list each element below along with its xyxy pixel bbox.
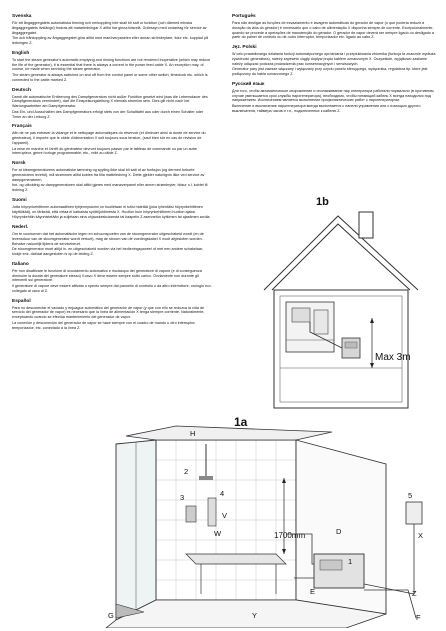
callout-x: X bbox=[418, 531, 424, 540]
language-section bbox=[232, 14, 436, 40]
height-1700-label: 1700mm bbox=[274, 531, 306, 540]
section-paragraph: För att ångaggregatets automatiska timning och nerkoppling inte skall bli satt ur funktion (och därmed minska ångaggregatets livslängd) fordras att matarledningar X alltid har ginna tidsrelä. Gränssyn med undantag för service av ångaggregatet. bbox=[12, 21, 207, 35]
section-paragraph: Inn- og utkobling av dampgeneratoren skal alltid gjøres med manøverpanel eller annen strømbryter, tidsur o.l. koblet til ledning Z. bbox=[12, 183, 208, 192]
language-section bbox=[12, 262, 212, 294]
section-heading: Deutsch bbox=[12, 87, 31, 93]
language-section bbox=[12, 14, 212, 46]
callout-v: V bbox=[222, 511, 228, 520]
section-heading: Русский язык bbox=[232, 81, 265, 87]
language-section bbox=[232, 45, 436, 77]
callout-z: Z bbox=[412, 589, 417, 598]
section-paragraph: To start the steam generator's automatic emptying and rinsing functions are not rendered inoperative (which may reduce the life of the generator), it is essential that there is always a current in the power feed cable X. An exception may, of course, be made when servicing the steam generator. bbox=[12, 57, 211, 72]
section-paragraph: Для того, чтобы автоматическое опорожнение и ополаскивание пар огенератора работали нормально (в противном случае уменьшается срок службы парогенератора), необходимо, чтобы питающий кабель X всегда находился под напряжением. Исключением является выполнение профилактических работ с парогенератором. bbox=[232, 88, 434, 103]
callout-w: W bbox=[214, 529, 222, 538]
language-section bbox=[232, 82, 436, 114]
section-paragraph: De stoomgenerator moet altijd in- en uitgeschakeld worden via het bedieningspaneel of met een andere schakelaar, klokje enz. dat/dat aangesloten is op de leiding Z. bbox=[12, 247, 204, 256]
section-paragraph: Afin de ne pas entraver la vidange et le nettoyage automatiques du réservoir (et diminuer ainsi la durée de service du générateur), il importe que le câble d'alimentation X soit toujours sous tension, (sauf bien sûr en cas de révision de l'appareil). bbox=[12, 131, 206, 145]
callout-h: H bbox=[190, 429, 196, 438]
section-paragraph: Damit die automatische Entleerung des Dampfgenerators nicht außer Funktion gesetzt wird (was die Lebensdauer des Dampfgenerators vermindert), darf die Einspeisungsleitung X niemals stromlos sein. Dies gilt nicht nach bei Wartungsarbeiten am Dampfgenerator. bbox=[12, 94, 208, 108]
language-section bbox=[12, 198, 212, 220]
figure-1b-diagram bbox=[258, 192, 428, 414]
callout-1: 1 bbox=[348, 557, 353, 566]
section-heading: Français bbox=[12, 124, 32, 130]
section-heading: Italiano bbox=[12, 261, 29, 267]
section-heading: Nederl. bbox=[12, 225, 29, 230]
section-paragraph: Para não desligar as funções de esvaziamento e lavagem automáticas do gerador de vapor (o que poderia reduzir a duração da vida do gerador) é necessário que o cabo de alimentação X disponha sempre de corrente. Excepcionalmente, quando se procede a operações de manutenção do gerador. O gerador de vapor deverá ser sempre ligado ou desligado a partir do painel de controlo ou de outro interruptor, temporizador etc. ligado ao cabo Z. bbox=[232, 21, 434, 40]
section-paragraph: Включение и выключение парогенератора всегда выполняется с панели управления или с помощью другого выключателя, таймера часов и т.п., подключенных к кабелю Z. bbox=[232, 104, 421, 113]
section-paragraph: Om te voorkomen dat het automatische legen en schoonspoelen van de stoomgenerator uitgeschakeld wordt (en de levensduur van de stoomgenerator wordt verkort), mag de stroom van de voedingskabel X nooit afgesloten worden. Behalve natuurlijk tijdens de servicebeurt. bbox=[12, 232, 204, 246]
section-paragraph: Generator pary jest zawsze włączany i wyłączany przy użyciu panelu sterującego, wyłącznika, regulatora itp. które jest podłączony do kabla oznaczonego Z. bbox=[232, 67, 428, 76]
section-heading: Español bbox=[12, 298, 31, 304]
section-heading: English bbox=[12, 50, 30, 56]
language-section bbox=[12, 299, 212, 331]
section-paragraph: For at ideamgeneratorens automatiske tømming og spyling ikke skal bli satt ut av funksjon (og dermed forkorte generatorens levetid), må strømmen alltid kobles fra tilla matteledning X. Dette gjelder naturligvis ikke ved service av dampgeneratoren. bbox=[12, 168, 205, 182]
figure-1b-label: 1b bbox=[316, 196, 329, 208]
section-paragraph: Das Ein- und Ausschalten des Dampfgenerators erfolgt stets von der Schalttafel aus oder durch einen Schalter oder Timer an der Leitung Z. bbox=[12, 109, 204, 119]
section-heading: Suomi bbox=[12, 197, 27, 203]
section-paragraph: W celu prawidłowego działania funkcji automatycznego opróżniania i przepłukiwania zbiornika (funkcja ta znacznie wydłuża żywotność generatora), należy zapewnić ciągły dopływ prądu kablem oznaczonym X. Oczywiście, wyjątkowo zasilanie należy odłączać podczas prowadzenia prac konserwacyjnych i serwisowych. bbox=[232, 52, 436, 66]
section-paragraph: Per non disattivare le funzione di svuotamento automatico e risciacquo del generatore di vapore (e di conseguenza diminuire la durata del generatore stesso) il cavo X deve essere sempre sotto carico. Ovviamente non durante gli interventi sul generatore. bbox=[12, 268, 202, 283]
section-paragraph: Höyrynkehitin käynnistetään ja suljetaan aina ohjauskeskuksesta tai kaapelin Z asennetun kytkimen tai ajastimen avulla. bbox=[12, 215, 211, 220]
section-paragraph: Jotta höyrynkehittimen automaattinen tyhjennystoimi on huolletaan ei tulisi hidetää (joka lyhentäisi höyrynkehittimen käyttöikää), on tärkeää, että virtaa ei katkaista syöttöjohtimesta X. Huollon kuin höyrynkehittimen huollon ajaksi. bbox=[12, 204, 203, 214]
right-text-column bbox=[232, 14, 436, 119]
section-paragraph: La mise en marche et l'arrêt du générateur devront toujours passer par le tableau de commande ou par un autre interrupteur, genre horloge programmable, etc., relié au câble Z. bbox=[12, 146, 198, 156]
callout-2: 2 bbox=[184, 467, 189, 476]
language-section bbox=[12, 51, 212, 83]
section-heading: Norsk bbox=[12, 161, 26, 166]
language-section bbox=[12, 88, 212, 120]
figure-1a-label: 1a bbox=[234, 415, 248, 429]
callout-g: G bbox=[108, 611, 114, 620]
section-paragraph: La conexión y desconexión del generador de vapor se hace siempre con el cuadro de mando u otro interruptor, temporizador, etc. conectado a la línea Z. bbox=[12, 320, 196, 330]
callout-f: F bbox=[416, 613, 421, 622]
section-heading: Jęz. Polski bbox=[232, 45, 257, 50]
callout-5: 5 bbox=[408, 491, 413, 500]
callout-3: 3 bbox=[180, 493, 185, 502]
language-section bbox=[12, 225, 212, 257]
callout-d: D bbox=[336, 527, 342, 536]
callout-y: Y bbox=[252, 611, 258, 620]
section-paragraph: Para no desconectar el vaciado y enjuague automático del generador de vapor (y que con ello se reduzca la vida de servicio del generador de vapor) es necesario que la línea de alimentación X tenga siempre corriente. Naturalmente, exceptuando cuando se efectúa mantenimiento del generador de vapor. bbox=[12, 305, 205, 319]
left-text-column bbox=[12, 14, 212, 335]
callout-4: 4 bbox=[220, 489, 225, 498]
language-section bbox=[12, 124, 212, 156]
section-paragraph: The steam generator is always switched on and off from the control panel or some other switch, timeclock etc. which is connected to the cable marked Z. bbox=[12, 73, 208, 82]
max-height-label: Max 3m bbox=[375, 352, 411, 363]
section-heading: Svenska bbox=[12, 14, 32, 19]
section-heading: Português bbox=[232, 14, 256, 19]
language-section bbox=[12, 161, 212, 193]
section-paragraph: Il generatore di vapore deve essere attivato o spento sempre dal pannello di controllo o da altro interruttore, orologio ecc. collegato al cavo di Z. bbox=[12, 284, 212, 293]
section-paragraph: Tim och frånkoppling av ångaggregatet göra alltid med manöverpanelen eller annan strömbrytare, tidur etc. kopplad på ledningen Z. bbox=[12, 36, 209, 45]
figure-1a-diagram bbox=[86, 414, 438, 628]
callout-e: E bbox=[310, 587, 316, 596]
